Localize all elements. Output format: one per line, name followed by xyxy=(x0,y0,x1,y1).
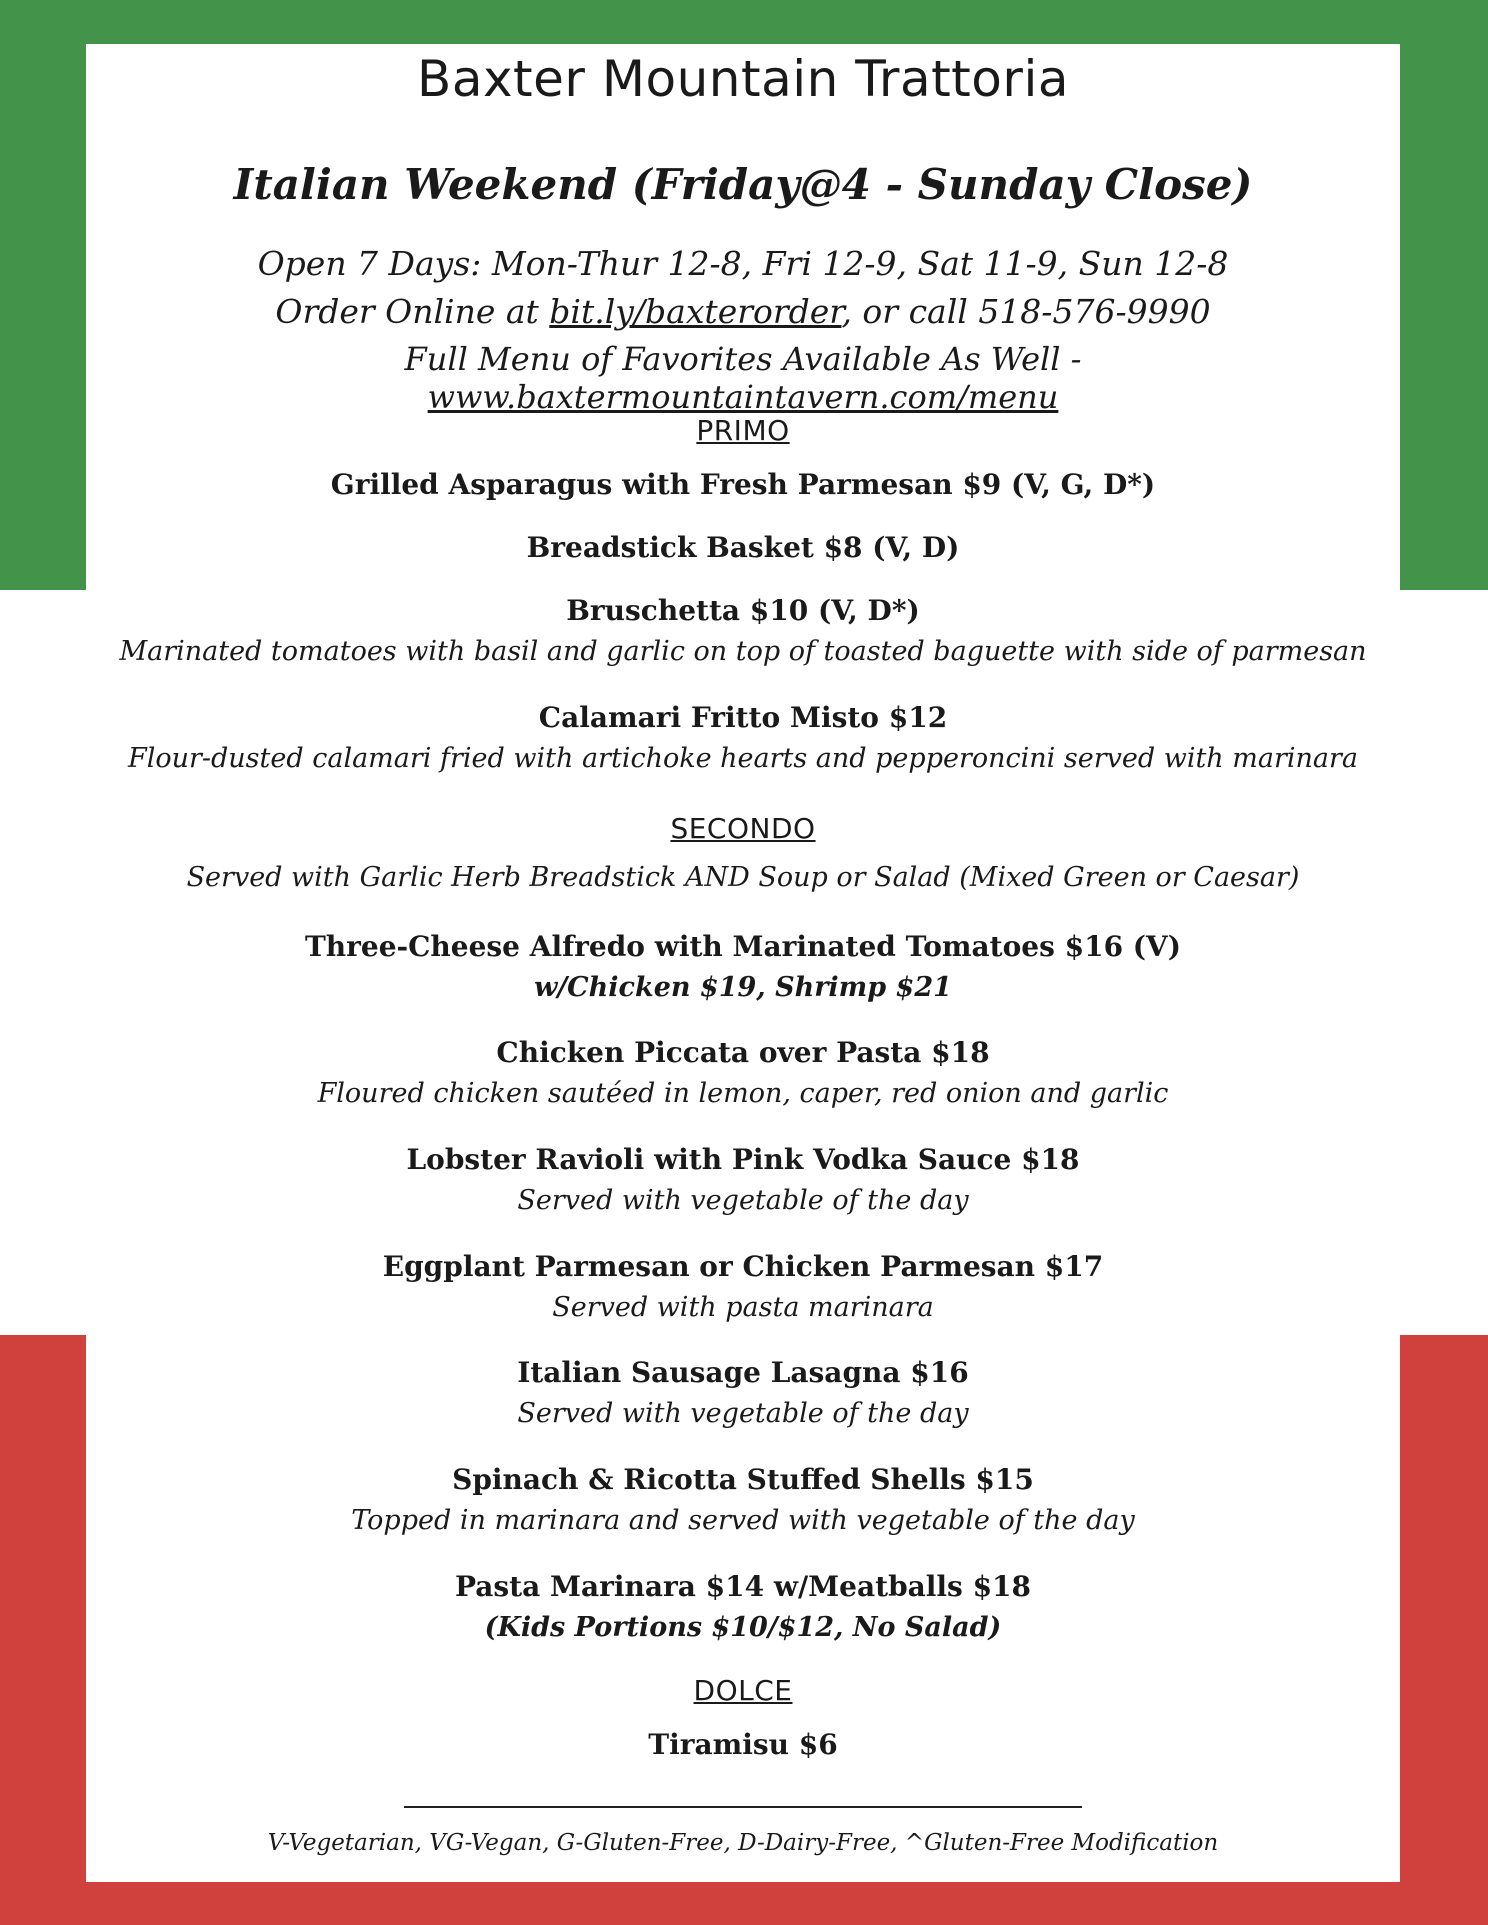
menu-item-description: Flour-dusted calamari fried with artichoke hearts and pepperoncini served with marinara xyxy=(127,743,1359,774)
order-line xyxy=(86,292,1400,331)
dietary-legend: V-Vegetarian, VG-Vegan, G-Gluten-Free, D-Dairy-Free, ^Gluten-Free Modification xyxy=(267,1830,1219,1856)
restaurant-name: Baxter Mountain Trattoria xyxy=(417,50,1069,108)
order-link[interactable]: bit.ly/baxterorder xyxy=(549,292,842,331)
section-heading-primo: PRIMO xyxy=(696,414,790,447)
menu-item-name: Bruschetta $10 (V, D*) xyxy=(566,594,920,627)
secondo-note: Served with Garlic Herb Breadstick AND Soup or Salad (Mixed Green or Caesar) xyxy=(186,862,1300,893)
menu-item-name: Pasta Marinara $14 w/Meatballs $18 xyxy=(454,1570,1032,1603)
menu-item-name: Lobster Ravioli with Pink Vodka Sauce $18 xyxy=(406,1143,1080,1176)
menu-item-name: Spinach & Ricotta Stuffed Shells $15 xyxy=(452,1463,1034,1496)
menu-item-description: w/Chicken $19, Shrimp $21 xyxy=(534,972,952,1003)
menu-item-description: Served with vegetable of the day xyxy=(517,1185,969,1216)
order-suffix: , or call 518-576-9990 xyxy=(841,292,1211,331)
menu-item-name: Italian Sausage Lasagna $16 xyxy=(517,1356,969,1389)
menu-item-description: Topped in marinara and served with vegetable of the day xyxy=(351,1505,1135,1536)
menu-item-description: Marinated tomatoes with basil and garlic on top of toasted baguette with side of parmesan xyxy=(119,636,1367,667)
divider xyxy=(404,1806,1082,1808)
menu-item-name: Eggplant Parmesan or Chicken Parmesan $17 xyxy=(382,1250,1104,1283)
full-menu-line xyxy=(86,340,1400,416)
menu-item-description: Floured chicken sautéed in lemon, caper, red onion and garlic xyxy=(317,1078,1169,1109)
menu-item-description: Served with pasta marinara xyxy=(552,1292,934,1323)
full-menu-prefix: Full Menu of Favorites Available As Well - xyxy=(404,340,1082,378)
order-prefix: Order Online at xyxy=(275,292,550,331)
section-heading-secondo: SECONDO xyxy=(670,812,816,845)
menu-item-name: Breadstick Basket $8 (V, D) xyxy=(526,531,960,564)
menu-item-description: (Kids Portions $10/$12, No Salad) xyxy=(484,1612,1002,1643)
menu-item-description: Served with vegetable of the day xyxy=(517,1398,969,1429)
menu-item-name: Chicken Piccata over Pasta $18 xyxy=(496,1036,990,1069)
menu-card xyxy=(86,44,1400,1882)
event-title: Italian Weekend (Friday@4 - Sunday Close) xyxy=(233,160,1253,209)
section-heading-dolce: DOLCE xyxy=(693,1674,793,1707)
hours-text: Open 7 Days: Mon-Thur 12-8, Fri 12-9, Sat 11-9, Sun 12-8 xyxy=(257,244,1229,283)
menu-item-name: Calamari Fritto Misto $12 xyxy=(538,701,948,734)
menu-item-name: Tiramisu $6 xyxy=(648,1728,838,1761)
menu-item-name: Grilled Asparagus with Fresh Parmesan $9 (V, G, D*) xyxy=(330,468,1156,501)
full-menu-link[interactable]: www.baxtermountaintavern.com/menu xyxy=(427,378,1059,416)
menu-item-name: Three-Cheese Alfredo with Marinated Tomatoes $16 (V) xyxy=(304,930,1182,963)
